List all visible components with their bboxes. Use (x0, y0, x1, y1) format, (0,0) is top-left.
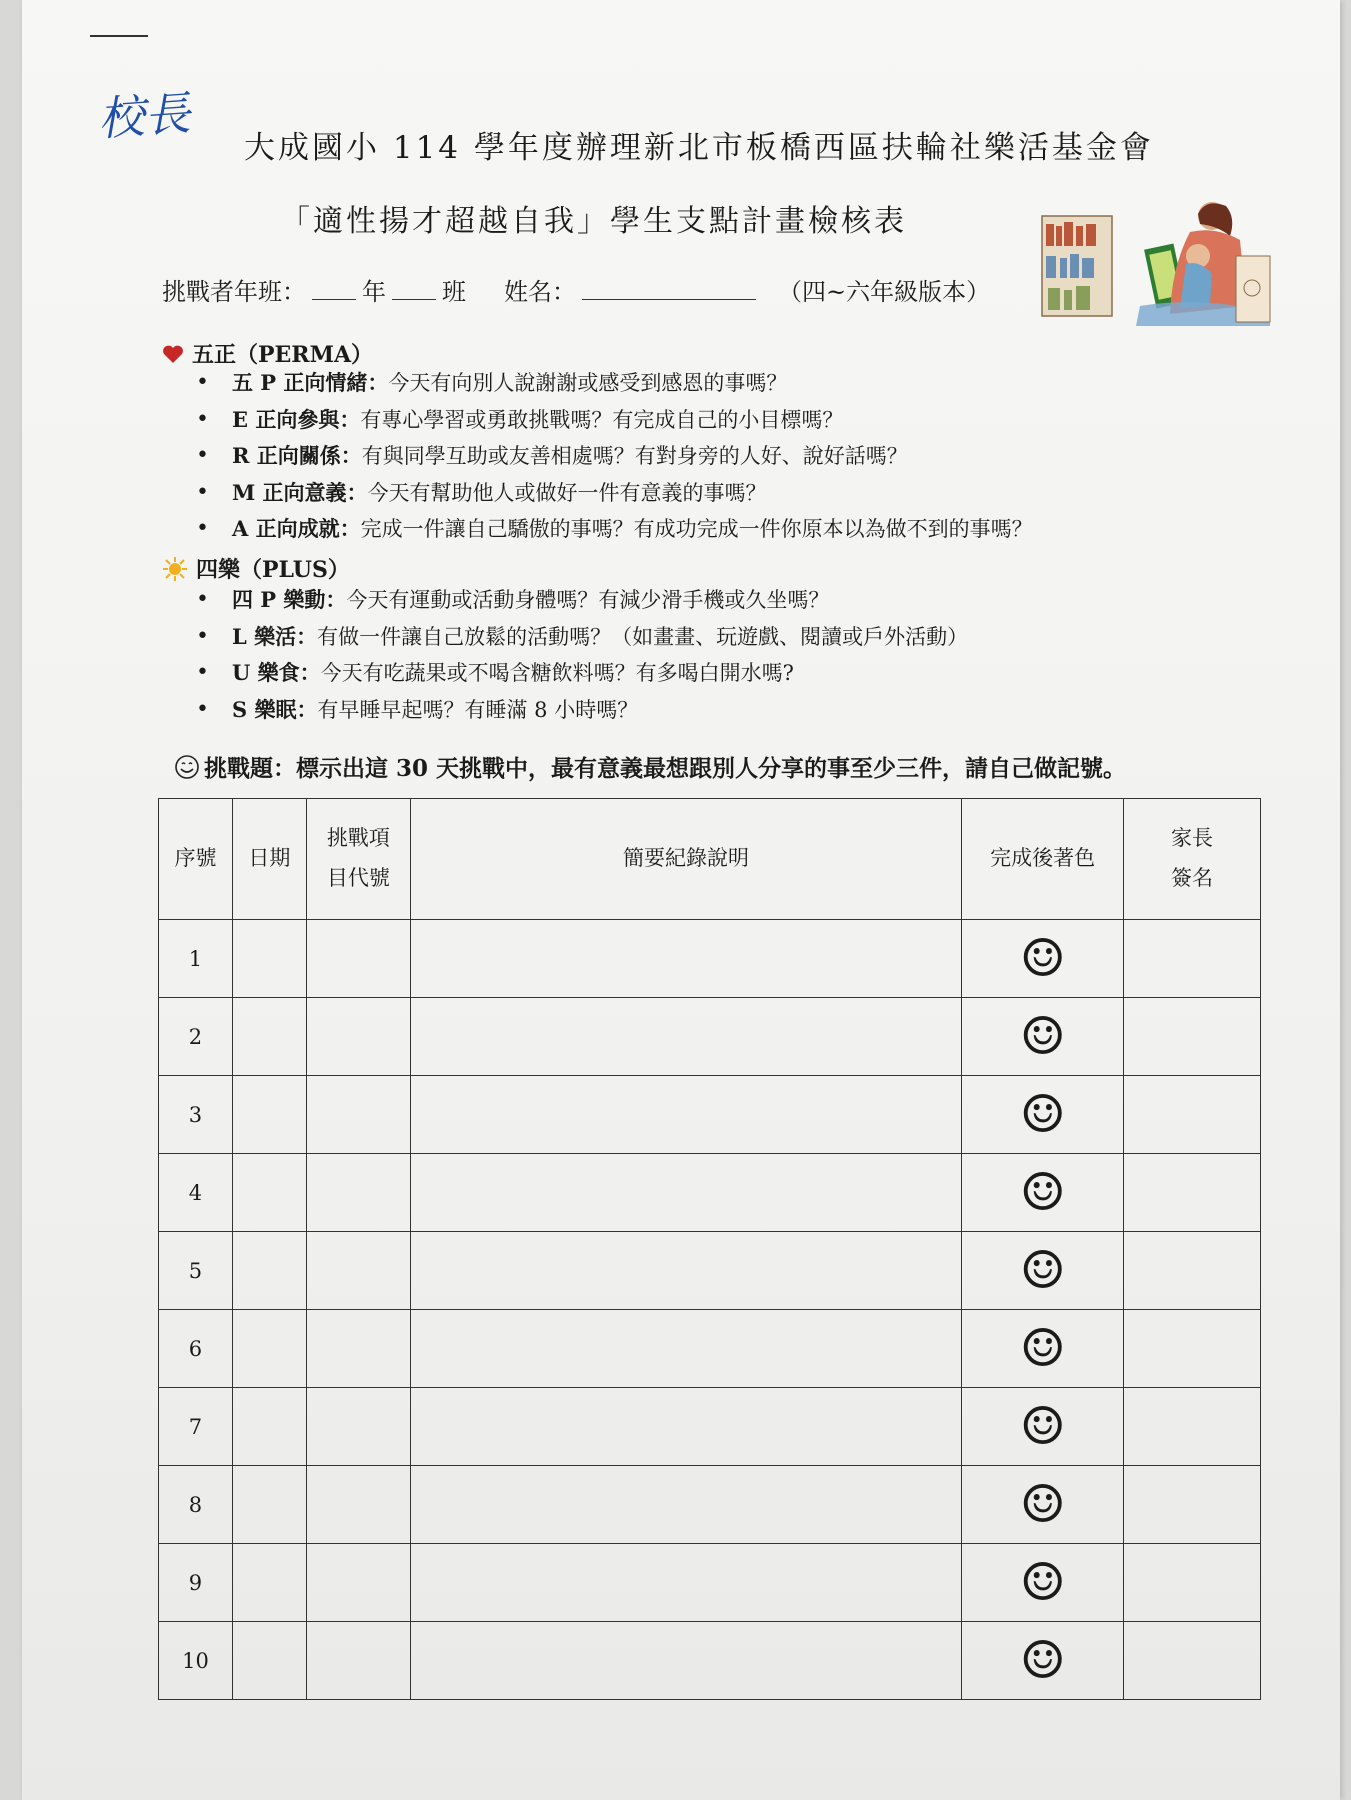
perma-list (196, 365, 1033, 548)
item-code-cell[interactable] (306, 1154, 410, 1232)
date-cell[interactable] (232, 1154, 306, 1232)
row-number-cell: 5 (159, 1232, 233, 1310)
table-row (159, 998, 1261, 1076)
perma-item: • E 正向參與：有專心學習或勇敢挑戰嗎？有完成自己的小目標嗎？ (196, 402, 1033, 439)
plus-list (196, 582, 968, 728)
smiley-face-icon: ☺ (1019, 1318, 1066, 1379)
description-cell[interactable] (410, 1466, 961, 1544)
signature-cell[interactable] (1124, 1154, 1261, 1232)
row-number-cell: 8 (159, 1466, 233, 1544)
description-cell[interactable] (410, 1622, 961, 1700)
item-code-cell[interactable] (306, 1544, 410, 1622)
smiley-face-icon: ☺ (1019, 1084, 1066, 1145)
plus-item: • S 樂眠：有早睡早起嗎？有睡滿 8 小時嗎？ (196, 692, 968, 729)
item-code-cell[interactable] (306, 1466, 410, 1544)
item-code-cell[interactable] (306, 1310, 410, 1388)
table-body (159, 920, 1261, 1700)
item-code-cell[interactable] (306, 920, 410, 998)
smiley-face-icon: ☺ (1019, 1396, 1066, 1457)
row-number-cell: 2 (159, 998, 233, 1076)
row-number-cell: 4 (159, 1154, 233, 1232)
smiley-cell[interactable] (962, 1310, 1124, 1388)
version-note: （四~六年級版本） (778, 278, 991, 306)
smiley-face-icon: ☺ (1019, 1552, 1066, 1613)
description-cell[interactable] (410, 998, 961, 1076)
header-item-code: 挑戰項 目代號 (306, 799, 410, 920)
date-cell[interactable] (232, 1544, 306, 1622)
row-number-cell: 10 (159, 1622, 233, 1700)
description-cell[interactable] (410, 920, 961, 998)
class-blank[interactable] (392, 277, 436, 300)
description-cell[interactable] (410, 1232, 961, 1310)
smiley-face-icon: ☺ (1019, 1162, 1066, 1223)
item-code-cell[interactable] (306, 998, 410, 1076)
date-cell[interactable] (232, 998, 306, 1076)
smiley-face-icon: ☺ (1019, 1630, 1066, 1691)
table-row (159, 1076, 1261, 1154)
table-row (159, 1544, 1261, 1622)
record-table (158, 798, 1261, 1700)
student-info-line (162, 272, 990, 307)
challenge-instruction (174, 750, 1126, 783)
reading-illustration (1040, 196, 1272, 330)
smiley-cell[interactable] (962, 1622, 1124, 1700)
handwritten-note: 校長 (96, 85, 192, 147)
heart-icon (162, 344, 184, 364)
title-line-2: 「適性揚才超越自我」學生支點計畫檢核表 (280, 204, 907, 239)
description-cell[interactable] (410, 1544, 961, 1622)
class-label: 班 (442, 278, 466, 306)
challenge-text: 挑戰題：標示出這 30 天挑戰中，最有意義最想跟別人分享的事至少三件，請自己做記號。 (204, 755, 1127, 782)
table-header-row (159, 799, 1261, 920)
plus-item: • 四 P 樂動：今天有運動或活動身體嗎？有減少滑手機或久坐嗎？ (196, 582, 968, 619)
challenger-label: 挑戰者年班： (162, 278, 306, 306)
date-cell[interactable] (232, 920, 306, 998)
signature-cell[interactable] (1124, 920, 1261, 998)
smiley-cell[interactable] (962, 1232, 1124, 1310)
row-number-cell: 7 (159, 1388, 233, 1466)
perma-item: • A 正向成就：完成一件讓自己驕傲的事嗎？有成功完成一件你原本以為做不到的事嗎？ (196, 511, 1033, 548)
year-blank[interactable] (312, 277, 356, 300)
signature-cell[interactable] (1124, 1544, 1261, 1622)
item-code-cell[interactable] (306, 1232, 410, 1310)
item-code-cell[interactable] (306, 1388, 410, 1466)
plus-heading (162, 553, 350, 584)
year-label: 年 (362, 278, 386, 306)
table-row (159, 1232, 1261, 1310)
description-cell[interactable] (410, 1310, 961, 1388)
table-row (159, 1154, 1261, 1232)
date-cell[interactable] (232, 1622, 306, 1700)
smiley-cell[interactable] (962, 998, 1124, 1076)
item-code-cell[interactable] (306, 1076, 410, 1154)
title-line-1: 大成國小 114 學年度辦理新北市板橋西區扶輪社樂活基金會 (244, 130, 1154, 166)
date-cell[interactable] (232, 1466, 306, 1544)
plus-heading-text: 四樂（PLUS） (196, 557, 350, 583)
sun-icon (162, 556, 188, 582)
perma-item: • M 正向意義：今天有幫助他人或做好一件有意義的事嗎？ (196, 475, 1033, 512)
signature-cell[interactable] (1124, 1466, 1261, 1544)
perma-heading-text: 五正（PERMA） (192, 342, 374, 368)
row-number-cell: 6 (159, 1310, 233, 1388)
signature-cell[interactable] (1124, 1232, 1261, 1310)
signature-cell[interactable] (1124, 1622, 1261, 1700)
perma-item: • 五 P 正向情緒：今天有向別人說謝謝或感受到感恩的事嗎？ (196, 365, 1033, 402)
smiley-face-icon: ☺ (1019, 928, 1066, 989)
plus-item: • U 樂食：今天有吃蔬果或不喝含糖飲料嗎？有多喝白開水嗎? (196, 655, 968, 692)
smiley-cell[interactable] (962, 1388, 1124, 1466)
row-number-cell: 9 (159, 1544, 233, 1622)
header-number: 序號 (159, 799, 233, 920)
signature-cell[interactable] (1124, 1076, 1261, 1154)
description-cell[interactable] (410, 1076, 961, 1154)
name-blank[interactable] (582, 277, 756, 300)
smiley-cell[interactable] (962, 1544, 1124, 1622)
smiley-cell[interactable] (962, 1154, 1124, 1232)
signature-cell[interactable] (1124, 1310, 1261, 1388)
item-code-cell[interactable] (306, 1622, 410, 1700)
table-row (159, 1388, 1261, 1466)
smiley-cell[interactable] (962, 1466, 1124, 1544)
signature-cell[interactable] (1124, 998, 1261, 1076)
smiley-face-icon: ☺ (1019, 1240, 1066, 1301)
description-cell[interactable] (410, 1154, 961, 1232)
table-row (159, 1622, 1261, 1700)
worksheet-paper (22, 0, 1340, 1800)
signature-cell[interactable] (1124, 1388, 1261, 1466)
header-description: 簡要紀錄說明 (410, 799, 961, 920)
header-parent-signature: 家長 簽名 (1124, 799, 1261, 920)
date-cell[interactable] (232, 1076, 306, 1154)
date-cell[interactable] (232, 1232, 306, 1310)
smiley-icon (174, 754, 200, 780)
table-row (159, 1310, 1261, 1388)
header-color-after-done: 完成後著色 (962, 799, 1124, 920)
table-row (159, 1466, 1261, 1544)
table-row (159, 920, 1261, 998)
row-number-cell: 1 (159, 920, 233, 998)
date-cell[interactable] (232, 1310, 306, 1388)
smiley-cell[interactable] (962, 920, 1124, 998)
plus-item: • L 樂活：有做一件讓自己放鬆的活動嗎？（如畫畫、玩遊戲、閱讀或戶外活動） (196, 619, 968, 656)
date-cell[interactable] (232, 1388, 306, 1466)
row-number-cell: 3 (159, 1076, 233, 1154)
description-cell[interactable] (410, 1388, 961, 1466)
header-date: 日期 (232, 799, 306, 920)
name-label: 姓名： (504, 278, 576, 306)
smiley-face-icon: ☺ (1019, 1474, 1066, 1535)
perma-item: • R 正向關係：有與同學互助或友善相處嗎？有對身旁的人好、說好話嗎？ (196, 438, 1033, 475)
smiley-cell[interactable] (962, 1076, 1124, 1154)
pen-mark (90, 35, 148, 37)
smiley-face-icon: ☺ (1019, 1006, 1066, 1067)
